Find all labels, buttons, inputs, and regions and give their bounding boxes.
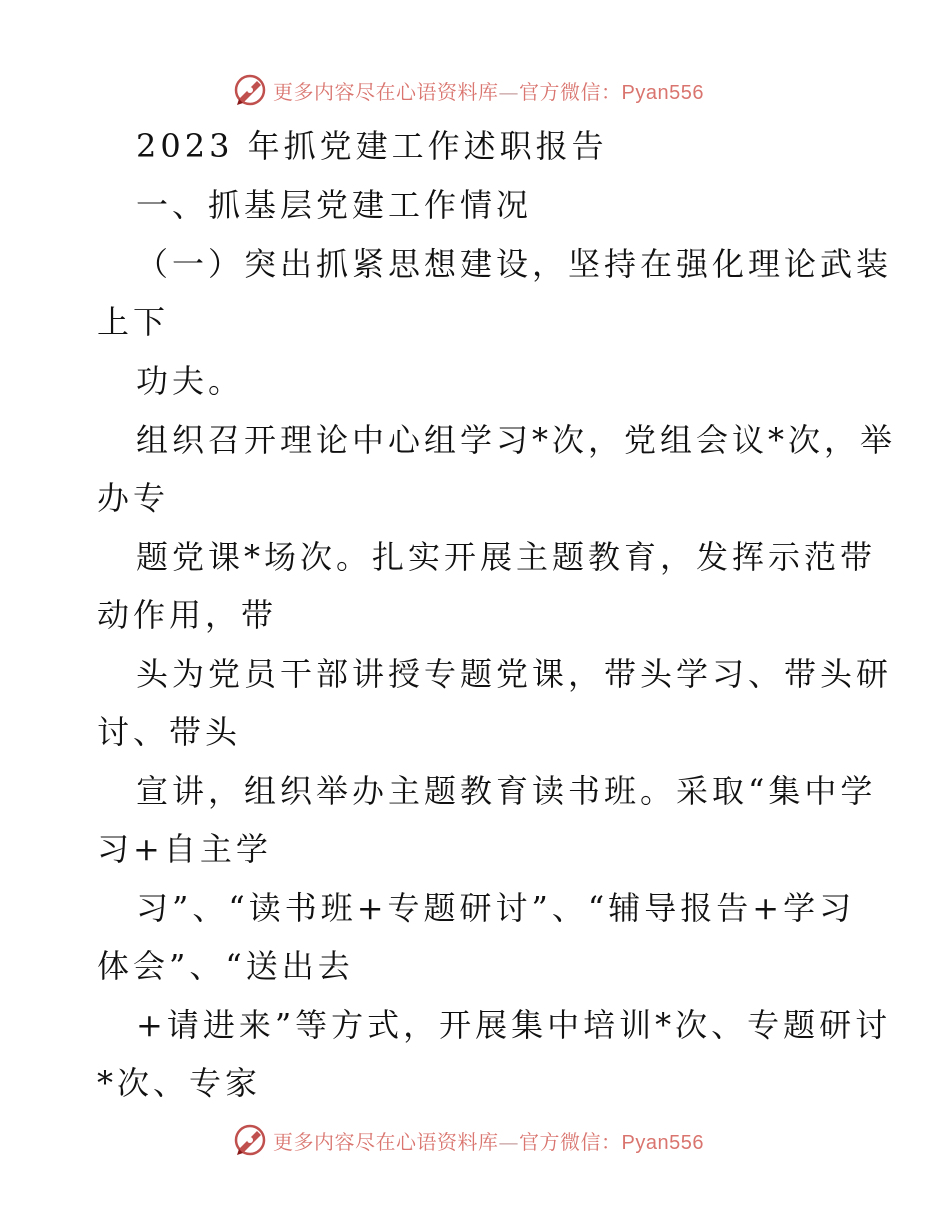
pen-logo-icon (233, 1123, 267, 1157)
watermark-dash: — (498, 1129, 519, 1154)
paragraph-line: 习+自主学 (97, 830, 272, 868)
header-watermark (233, 72, 713, 108)
watermark-dash: — (498, 79, 519, 104)
document-title: 2023 年抓党建工作述职报告 (136, 127, 608, 165)
watermark-wechat-id: Pyan556 (621, 1131, 704, 1154)
paragraph-line: 功夫。 (136, 362, 245, 400)
paragraph-line: 动作用，带 (97, 596, 278, 634)
footer-watermark-text (273, 1126, 704, 1155)
watermark-site-text: 更多内容尽在心语资料库 (273, 1129, 499, 1154)
watermark-wechat-label: 官方微信： (519, 1129, 622, 1154)
paragraph-line: 办专 (97, 479, 170, 517)
header-watermark-text (273, 76, 704, 105)
paragraph-line: （一）突出抓紧思想建设，坚持在强化理论武装 (136, 245, 893, 283)
paragraph-line: 组织召开理论中心组学习*次，党组会议*次，举 (136, 421, 897, 459)
paragraph-line: 头为党员干部讲授专题党课，带头学习、带头研 (136, 655, 893, 693)
section-heading: 一、抓基层党建工作情况 (136, 186, 533, 224)
watermark-wechat-id: Pyan556 (621, 81, 704, 104)
pen-logo-icon (233, 73, 267, 107)
paragraph-line: 讨、带头 (97, 713, 242, 751)
paragraph-line: *次、专家 (97, 1064, 262, 1102)
paragraph-line: +请进来”等方式，开展集中培训*次、专题研讨 (136, 1006, 892, 1044)
paragraph-line: 宣讲，组织举办主题教育读书班。采取“集中学 (136, 772, 877, 810)
watermark-site-text: 更多内容尽在心语资料库 (273, 79, 499, 104)
paragraph-line: 题党课*场次。扎实开展主题教育，发挥示范带 (136, 538, 877, 576)
paragraph-line: 上下 (97, 303, 170, 341)
paragraph-line: 体会”、“送出去 (97, 947, 354, 985)
footer-watermark (233, 1122, 713, 1158)
paragraph-line: 习”、“读书班+专题研讨”、“辅导报告+学习 (136, 889, 856, 927)
watermark-wechat-label: 官方微信： (519, 79, 622, 104)
